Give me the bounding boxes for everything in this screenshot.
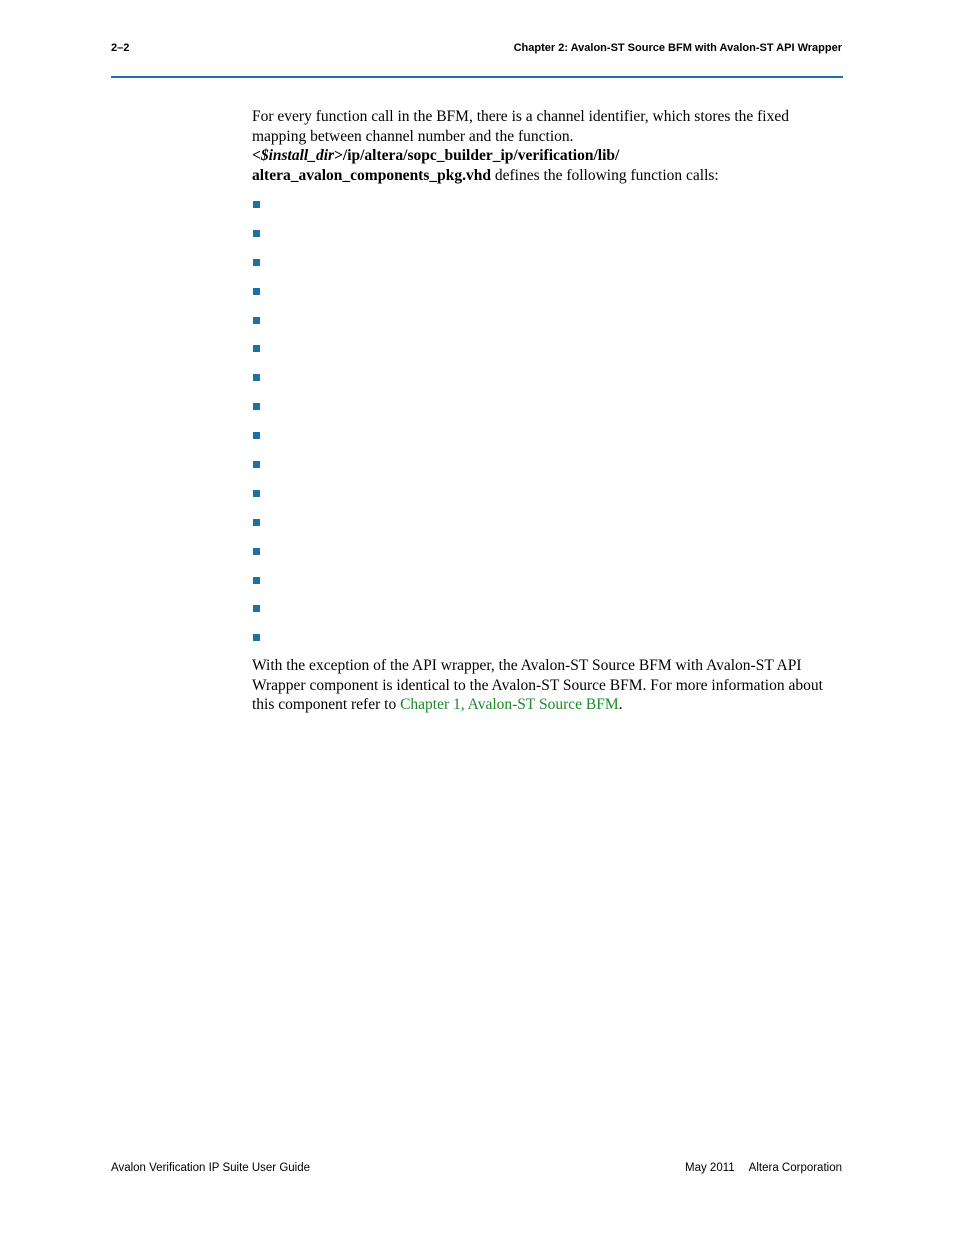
footer-company: Altera Corporation xyxy=(748,1162,842,1174)
list-item xyxy=(252,255,842,284)
bullet-icon xyxy=(253,201,260,208)
list-item xyxy=(252,197,842,226)
list-item xyxy=(252,486,842,515)
path-variable: $install_dir xyxy=(260,147,335,165)
list-item xyxy=(252,544,842,573)
bullet-icon xyxy=(253,634,260,641)
function-call-list xyxy=(252,197,842,659)
list-item xyxy=(252,399,842,428)
bullet-icon xyxy=(253,259,260,266)
bullet-icon xyxy=(253,490,260,497)
path-rest: >/ip/altera/sopc_builder_ip/verification/lib/ altera_avalon_components_pkg.vhd xyxy=(252,147,620,184)
bullet-icon xyxy=(253,432,260,439)
list-item xyxy=(252,457,842,486)
chapter-title: Chapter 2: Avalon-ST Source BFM with Avalon-ST API Wrapper xyxy=(513,42,842,54)
path-open: < xyxy=(252,147,261,165)
footer-date: May 2011 xyxy=(685,1162,735,1174)
bullet-icon xyxy=(253,461,260,468)
outro-text: With the exception of the API wrapper, the Avalon-ST Source BFM with Avalon-ST API Wrapper component is identical to the Avalon-ST Source BFM. For more information about this component refer to xyxy=(252,657,823,714)
outro-paragraph xyxy=(252,656,842,715)
list-item xyxy=(252,428,842,457)
bullet-icon xyxy=(253,374,260,381)
page-footer xyxy=(111,1162,842,1178)
page-header xyxy=(111,42,842,60)
list-item xyxy=(252,284,842,313)
bullet-icon xyxy=(253,519,260,526)
header-divider xyxy=(111,76,843,78)
list-item xyxy=(252,573,842,602)
list-item xyxy=(252,630,842,659)
bullet-icon xyxy=(253,403,260,410)
bullet-icon xyxy=(253,345,260,352)
outro-end: . xyxy=(618,696,623,714)
intro-paragraph xyxy=(252,107,842,185)
intro-trailing-text: defines the following function calls: xyxy=(491,166,719,184)
bullet-icon xyxy=(253,317,260,324)
list-item xyxy=(252,370,842,399)
list-item xyxy=(252,226,842,255)
list-item xyxy=(252,601,842,630)
bullet-icon xyxy=(253,577,260,584)
footer-doc-title: Avalon Verification IP Suite User Guide xyxy=(111,1162,311,1174)
bullet-icon xyxy=(253,230,260,237)
bullet-icon xyxy=(253,288,260,295)
intro-text: For every function call in the BFM, there is a channel identifier, which stores the fixed mapping between channel number and the function. xyxy=(252,108,789,145)
list-item xyxy=(252,341,842,370)
bullet-icon xyxy=(253,548,260,555)
list-item xyxy=(252,313,842,342)
page-number: 2–2 xyxy=(111,42,130,54)
chapter-1-link[interactable]: Chapter 1, Avalon-ST Source BFM xyxy=(400,696,619,714)
list-item xyxy=(252,515,842,544)
footer-right xyxy=(685,1162,842,1174)
bullet-icon xyxy=(253,605,260,612)
